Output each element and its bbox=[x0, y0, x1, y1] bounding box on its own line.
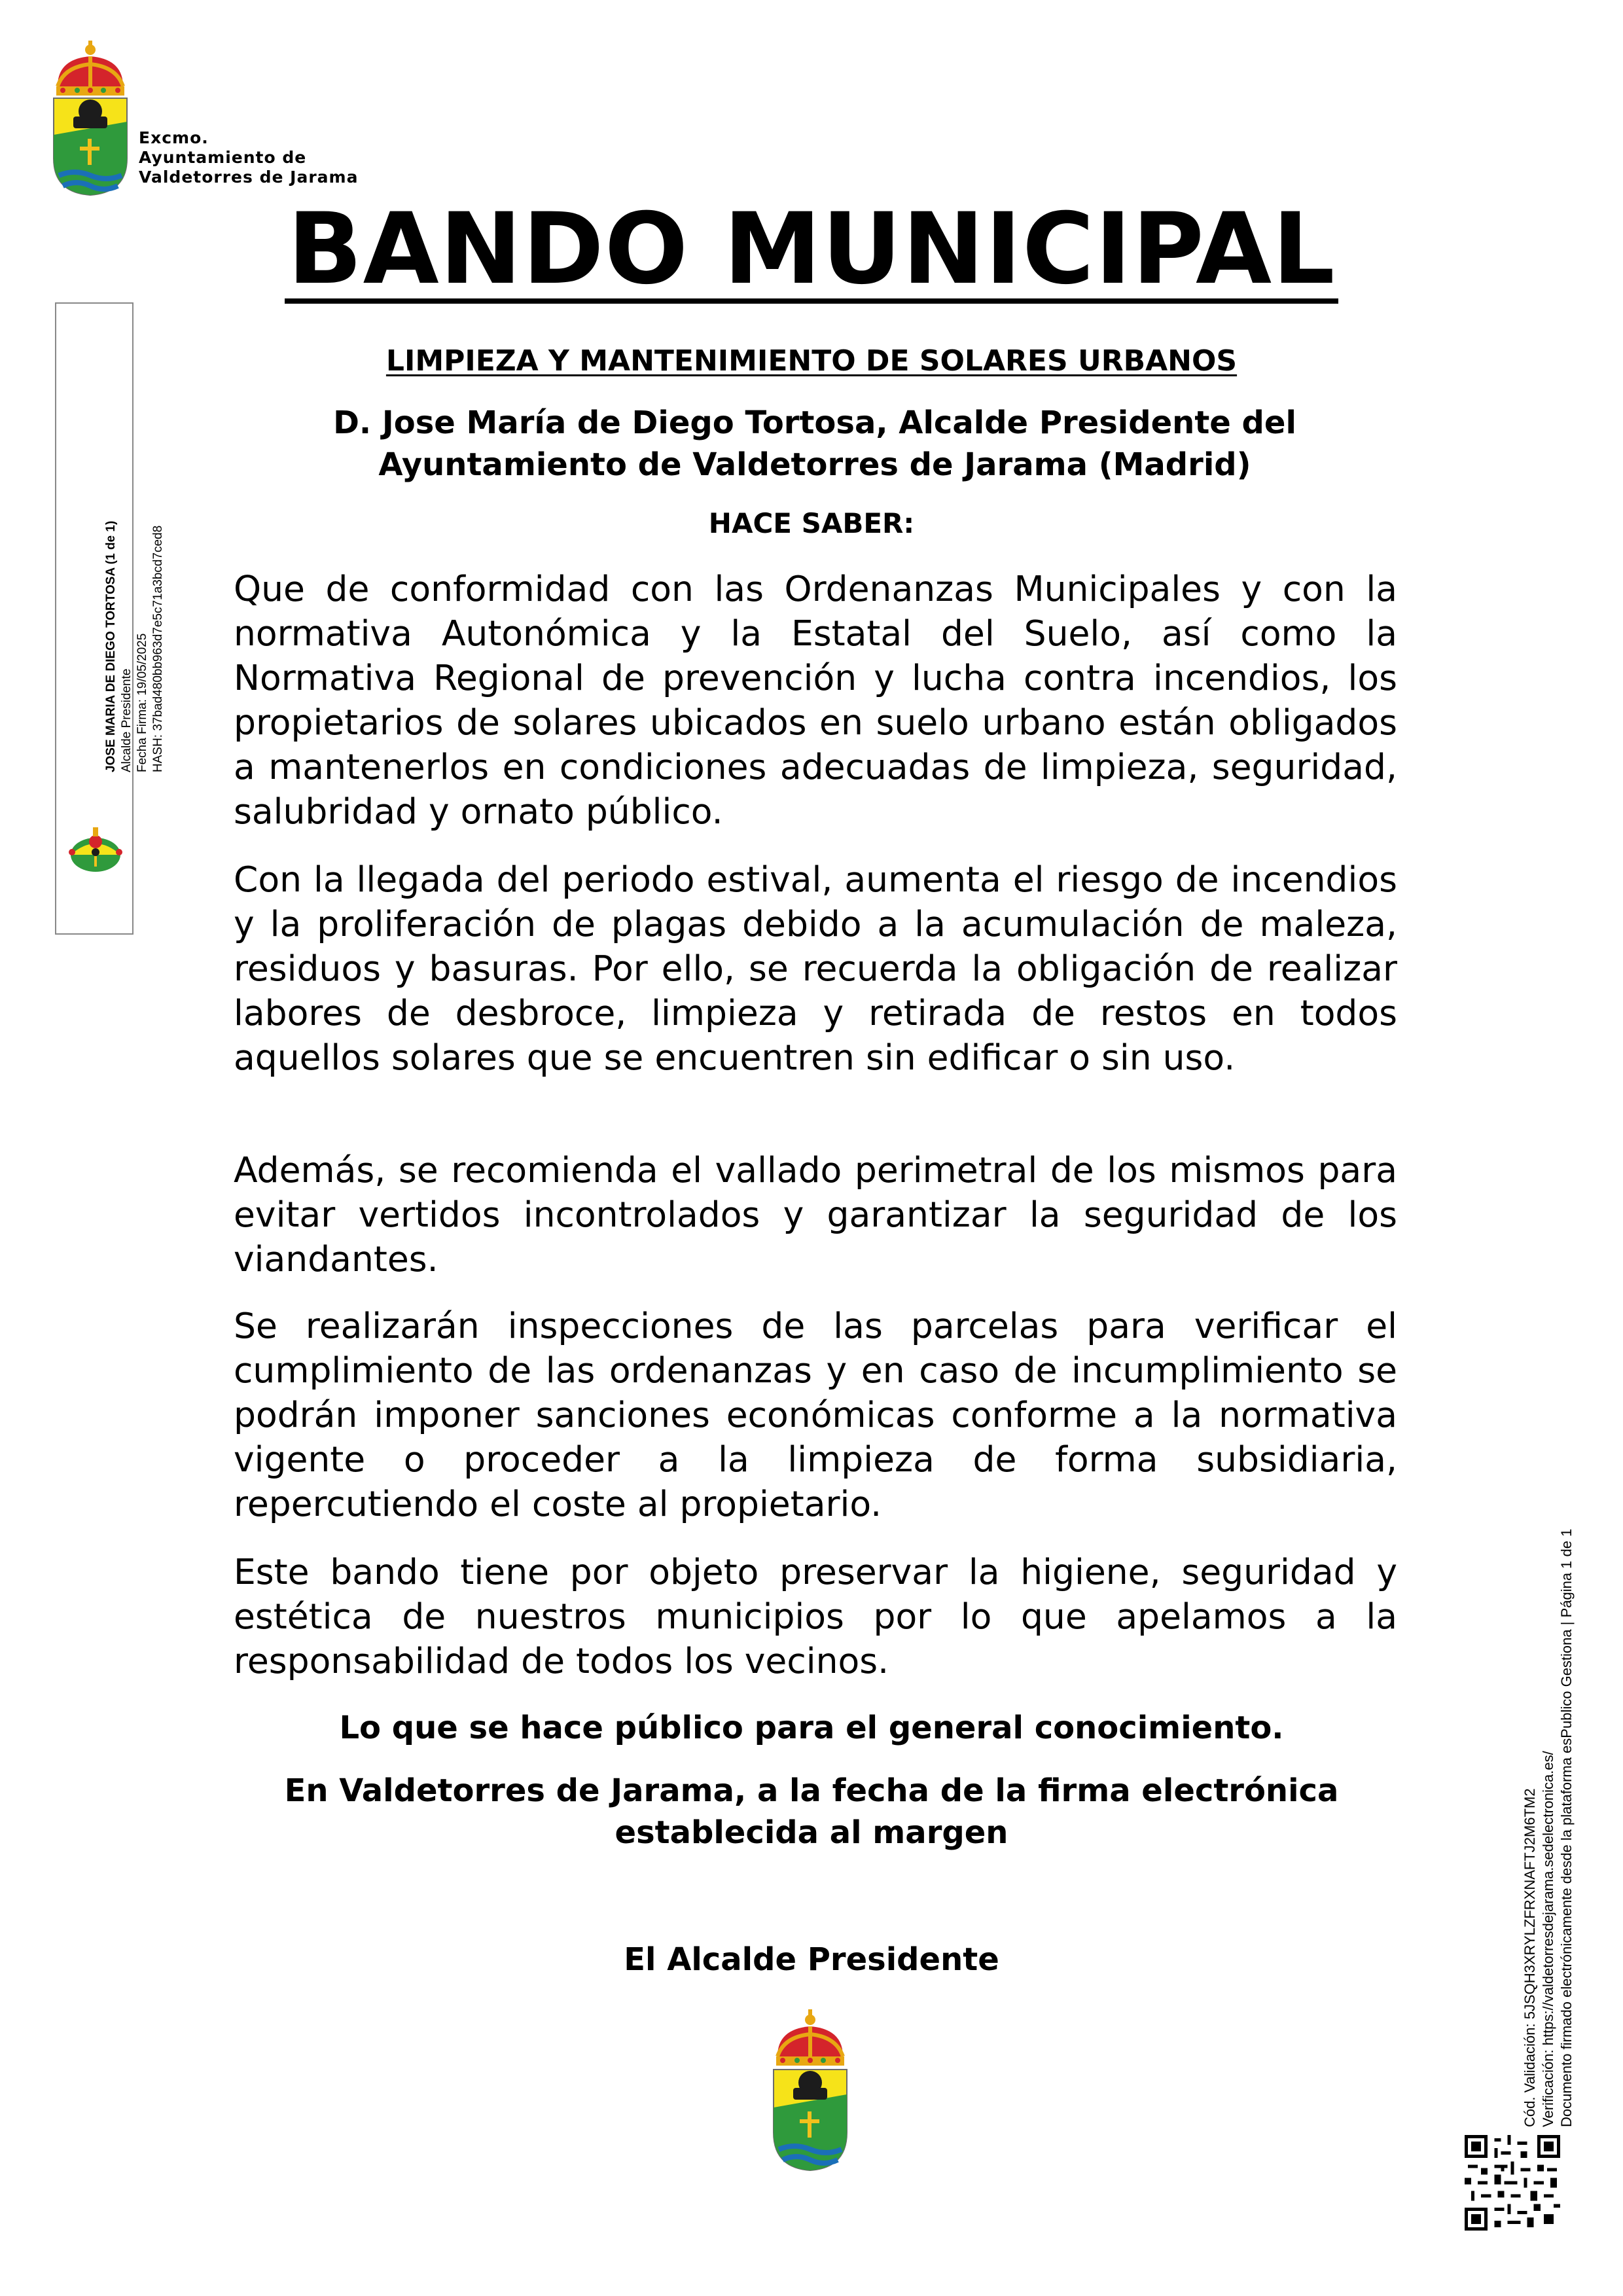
shield-icon bbox=[774, 2070, 847, 2170]
issuer bbox=[281, 402, 1348, 486]
place-date-line-1: En Valdetorres de Jarama, a la fecha de la firma electrónica bbox=[284, 1772, 1339, 1809]
hace-saber-heading: HACE SABER: bbox=[708, 507, 915, 539]
body-paragraph: Este bando tiene por objeto preservar la higiene, seguridad y estética de nuestros municipios por lo que apelamos a la responsabilidad de todos los vecinos. bbox=[234, 1551, 1397, 1681]
place-date-line-2: establecida al margen bbox=[615, 1814, 1008, 1851]
body-paragraph: Con la llegada del periodo estival, aumenta el riesgo de incendios y la proliferación de plagas debido a la acumulación de maleza, residuos y basuras. Por ello, se recuerda la obligación de realizar labores de desbroce, limpieza y retirada de restos en todos aquellos solares que se encuentren sin edificar o sin uso. bbox=[234, 859, 1397, 1078]
verification-url[interactable]: Verificación: https://valdetorresdejarama.sedelectronica.es/ bbox=[1540, 1751, 1556, 2127]
org-line-2: Ayuntamiento de bbox=[139, 148, 307, 167]
coat-of-arms-icon bbox=[764, 2009, 856, 2173]
issuer-line-2: Ayuntamiento de Valdetorres de Jarama (Madrid) bbox=[378, 446, 1251, 483]
signer-title: El Alcalde Presidente bbox=[624, 1941, 999, 1978]
org-line-3: Valdetorres de Jarama bbox=[139, 168, 359, 187]
crown-icon bbox=[776, 2009, 844, 2066]
page-title bbox=[0, 192, 1623, 306]
subtitle-text: LIMPIEZA Y MANTENIMIENTO DE SOLARES URBANOS bbox=[385, 344, 1238, 378]
organization-name bbox=[139, 128, 374, 187]
coat-of-arms-icon bbox=[45, 41, 136, 198]
verification-code: Cód. Validación: 5JSQH3XRYLZFRXNAFTJ2M6TM2 bbox=[1522, 1788, 1538, 2127]
qr-code-icon[interactable] bbox=[1465, 2135, 1560, 2231]
verification-note: Documento firmado electrónicamente desde la plataforma esPublico Gestiona | Página 1 de 1 bbox=[1558, 1528, 1575, 2127]
crown-icon bbox=[56, 41, 124, 96]
subtitle bbox=[0, 343, 1623, 380]
signature-hash: HASH: 37bad480bb963d7e5c71a3bcd7ced8 bbox=[151, 525, 165, 772]
body-paragraph: Además, se recomienda el vallado perimetral de los mismos para evitar vertidos incontrolados y garantizar la seguridad de los viandantes. bbox=[234, 1149, 1397, 1280]
verification-details bbox=[1521, 1407, 1576, 2127]
signature-role: Alcalde Presidente bbox=[120, 668, 134, 772]
shield-icon bbox=[54, 98, 127, 195]
closing-statement: Lo que se hace público para el general conocimiento. bbox=[339, 1710, 1284, 1746]
body-paragraph: Se realizarán inspecciones de las parcelas para verificar el cumplimiento de las ordenanzas y en caso de incumplimiento se podrán imponer sanciones económicas conforme a la normativa vigente o proceder a la limpieza de forma subsidiaria, repercutiendo el coste al propietario. bbox=[234, 1305, 1397, 1524]
place-date bbox=[196, 1770, 1427, 1854]
page-title-text: BANDO MUNICIPAL bbox=[285, 200, 1338, 304]
org-line-1: Excmo. bbox=[139, 128, 209, 147]
body-paragraph: Que de conformidad con las Ordenanzas Municipales y con la normativa Autonómica y la Estatal del Suelo, así como la Normativa Regional de prevención y lucha contra incendios, los propietarios de solares ubicados en suelo urbano están obligados a mantenerlos en condiciones adecuadas de limpieza, seguridad, salubridad y ornato público. bbox=[234, 568, 1397, 832]
signature-date: Fecha Firma: 19/05/2025 bbox=[135, 633, 149, 772]
signature-name: JOSE MARIA DE DIEGO TORTOSA (1 de 1) bbox=[104, 520, 118, 772]
coat-of-arms-icon bbox=[63, 826, 128, 876]
issuer-line-1: D. Jose María de Diego Tortosa, Alcalde Presidente del bbox=[333, 404, 1296, 441]
